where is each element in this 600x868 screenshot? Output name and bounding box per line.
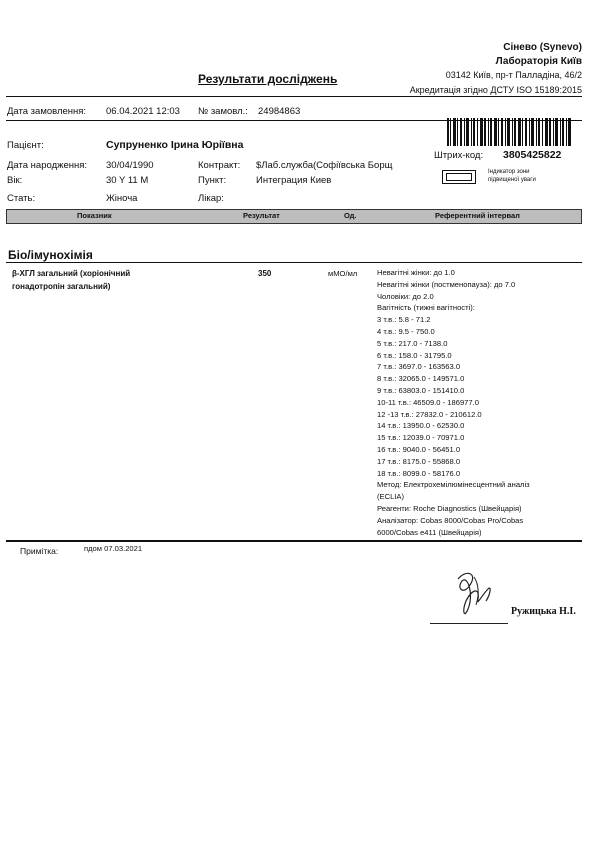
column-header-reference: Референтний інтервал [435, 211, 520, 220]
section-title: Біо/імунохімія [8, 248, 93, 262]
lab-accreditation: Акредитація згідно ДСТУ ISO 15189:2015 [409, 85, 582, 95]
birth-label: Дата народження: [7, 160, 88, 171]
sex-label: Стать: [7, 193, 36, 204]
reference-line: Невагітні жінки: до 1.0 [377, 268, 455, 277]
lab-name: Сінево (Synevo) [503, 42, 582, 53]
reference-line: 15 т.в.: 12039.0 - 70971.0 [377, 433, 465, 443]
reference-line: 4 т.в.: 9.5 - 750.0 [377, 327, 435, 336]
reference-line: 6000/Cobas e411 (Швейцарія) [377, 527, 482, 537]
sex-value: Жіноча [106, 193, 138, 204]
reference-line: Невагітні жінки (постменопауза): до 7.0 [377, 279, 516, 289]
test-name: гонадотропін загальний) [12, 282, 111, 291]
reference-line: 17 т.в.: 8175.0 - 55868.0 [377, 456, 461, 466]
note-label: Примітка: [20, 546, 59, 556]
column-header-result: Результат [243, 211, 280, 220]
reference-line: 5 т.в.: 217.0 - 7138.0 [377, 338, 448, 348]
order-number-value: 24984863 [258, 106, 301, 117]
table-header [6, 209, 582, 224]
reference-line: 12 -13 т.в.: 27832.0 - 210612.0 [377, 409, 482, 419]
indicator-label: підвищеної уваги [488, 177, 536, 183]
divider [6, 96, 582, 97]
order-number-label: № замовл.: [198, 106, 248, 117]
reference-line: (ECLIA) [377, 492, 405, 502]
order-date-value: 06.04.2021 12:03 [106, 106, 180, 117]
note-value: пдом 07.03.2021 [84, 544, 143, 553]
point-label: Пункт: [198, 175, 227, 186]
reference-line: 8 т.в.: 32065.0 - 149571.0 [377, 374, 465, 384]
reference-line: Аналізатор: Cobas 8000/Cobas Pro/Cobas [377, 515, 524, 525]
signature-image [448, 565, 498, 625]
contract-label: Контракт: [198, 160, 241, 171]
reference-line: Реагенти: Roche Diagnostics (Швейцарія) [377, 504, 522, 513]
reference-line: 18 т.в.: 8099.0 - 58176.0 [377, 468, 461, 478]
reference-line: 10-11 т.в.: 46509.0 - 186977.0 [377, 397, 479, 407]
reference-line: 6 т.в.: 158.0 - 31795.0 [377, 350, 452, 360]
test-name: β-ХГЛ загальний (хоріонічний [12, 269, 131, 278]
barcode-label: Штрих-код: [434, 150, 484, 161]
lab-address: 03142 Київ, пр-т Палладіна, 46/2 [445, 70, 582, 80]
reference-line: 16 т.в.: 9040.0 - 56451.0 [377, 445, 461, 454]
indicator-label: Індикатор зони [488, 169, 530, 175]
patient-name: Супруненко Ірина Юріївна [106, 139, 244, 151]
age-label: Вік: [7, 175, 23, 186]
test-result: 350 [258, 269, 272, 278]
barcode-image [447, 118, 571, 146]
reference-line: 14 т.в.: 13950.0 - 62530.0 [377, 421, 465, 431]
reference-line: 9 т.в.: 63803.0 - 151410.0 [377, 386, 465, 395]
attention-indicator-inner [446, 173, 472, 181]
order-date-label: Дата замовлення: [7, 106, 87, 117]
signatory-name: Ружицька Н.І. [511, 606, 576, 617]
point-value: Интеграция Киев [256, 175, 332, 186]
test-unit: мМО/мл [328, 269, 358, 278]
birth-value: 30/04/1990 [106, 160, 154, 171]
signature-line [430, 623, 508, 624]
column-header-indicator: Показник [77, 211, 112, 220]
column-header-unit: Од. [344, 211, 357, 220]
page-title: Результати досліджень [198, 72, 338, 86]
reference-line: Метод: Електрохемілюмінесцентний аналіз [377, 480, 530, 490]
barcode-number: 3805425822 [503, 149, 562, 161]
reference-line: 3 т.в.: 5.8 - 71.2 [377, 315, 431, 325]
patient-label: Пацієнт: [7, 140, 44, 151]
reference-line: 7 т.в.: 3697.0 - 163563.0 [377, 362, 461, 372]
divider [6, 540, 582, 542]
doctor-label: Лікар: [198, 193, 224, 204]
age-value: 30 Y 11 M [106, 175, 149, 186]
divider [6, 262, 582, 263]
reference-line: Вагітність (тижні вагітності): [377, 303, 475, 313]
lab-branch: Лабораторія Київ [495, 56, 582, 67]
contract-value: $Лаб.служба(Софіївська Борщ [256, 160, 393, 171]
reference-line: Чоловіки: до 2.0 [377, 291, 434, 301]
